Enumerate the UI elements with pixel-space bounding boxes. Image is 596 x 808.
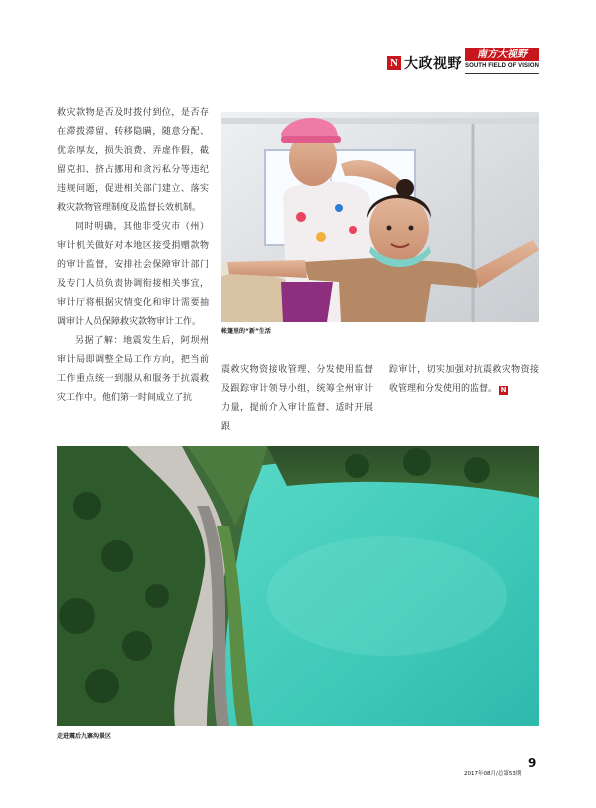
- paragraph-col2: 震救灾物资接收管理、分发使用监督及跟踪审计领导小组，统筹全州审计力量，提前介入审计监督、适时开展跟: [221, 365, 373, 432]
- tent-photo: [221, 112, 539, 322]
- issue-info: 2017年08月/总第53期: [464, 771, 522, 777]
- article-column-1: [57, 104, 209, 408]
- article-column-3: [389, 361, 539, 399]
- photo2-caption: 走进震后九寨沟景区: [57, 733, 112, 740]
- header-divider: [465, 73, 539, 74]
- paragraph-col3: [389, 361, 539, 399]
- photo1-caption: 帐篷里的“新”生活: [221, 328, 271, 335]
- paragraph-1: 救灾款物是否及时拨付到位，是否存在滞拨滞留、转移隐瞒，随意分配、优亲厚友，损失浪费、弄虚作假，截留克扣、挤占挪用和贪污私分等违纪违规问题，促进相关部门建立、落实救灾款物管理制度及监督长效机制。: [57, 108, 209, 213]
- paragraph-col3-text: 踪审计，切实加强对抗震救灾物资接收管理和分发使用的监督。: [389, 365, 539, 394]
- end-mark-icon: N: [500, 386, 507, 394]
- paragraph-3: 另据了解：地震发生后，阿坝州审计局即调整全局工作方向，把当前工作重点统一到服从和服务于抗震救灾工作中。他们第一时间成立了抗: [57, 336, 209, 403]
- paragraph-2: 同时明确，其他非受灾市（州）审计机关做好对本地区接受捐赠款物的审计监督，安排社会保障审计部门及专门人员负责协调衔接相关事宜，审计厅将根据灾情变化和审计需要抽调审计人员保障救灾款物审计工作。: [57, 222, 209, 327]
- jiuzhaigou-lake-photo: [57, 446, 539, 726]
- brand-subtitle: SOUTH FIELD OF VISION: [465, 63, 540, 69]
- page-number: 9: [528, 756, 537, 770]
- brand-badge: 南方大视野: [465, 48, 539, 61]
- magazine-logo-mark: N: [387, 56, 401, 70]
- article-column-2: [221, 361, 373, 437]
- section-title: 大政视野: [404, 56, 462, 72]
